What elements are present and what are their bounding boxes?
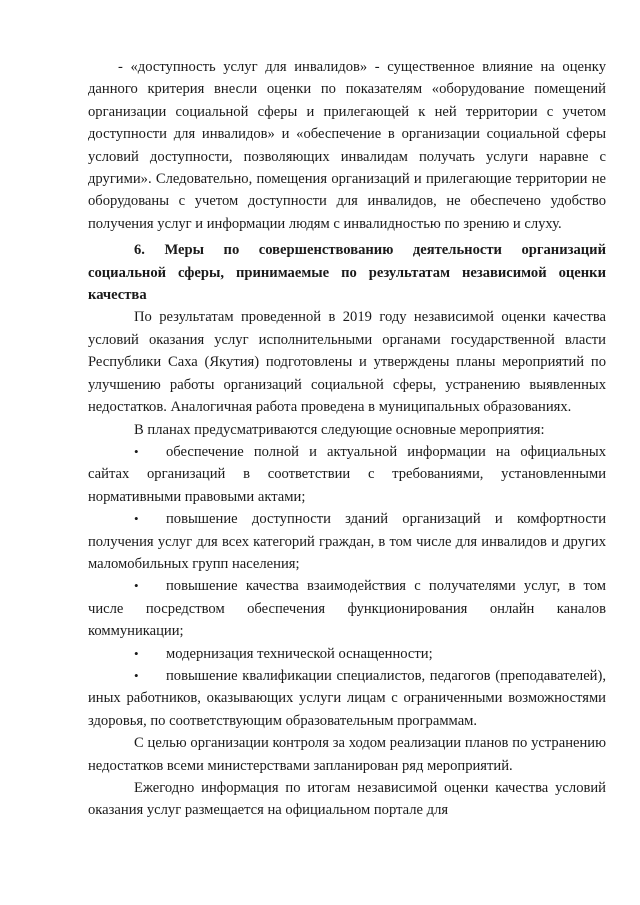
section-heading: 6. Меры по совершенствованию деятельности организаций социальной сферы, принимаемые по результатам независимой оценки качества xyxy=(88,242,606,304)
bullet-icon: • xyxy=(134,645,139,661)
list-item xyxy=(88,508,606,575)
list-item xyxy=(88,441,606,508)
bullet-icon: • xyxy=(134,443,139,459)
list-item-text: обеспечение полной и актуальной информации на официальных сайтах организаций в соответствии с требованиями, установленными нормативными правовыми актами; xyxy=(88,443,606,505)
paragraph-results: По результатам проведенной в 2019 году независимой оценки качества условий оказания услуг исполнительными органами государственной власти Республики Саха (Якутия) подготовлены и утверждены планы мероприятий по улучшению работы организаций социальной сферы, устранению выявленных недостатков. Аналогичная работа проведена в муниципальных образованиях. xyxy=(88,309,606,416)
list-item xyxy=(88,575,606,642)
list-item-text: повышение качества взаимодействия с получателями услуг, в том числе посредством обеспечения функционирования онлайн каналов коммуникации; xyxy=(88,578,606,640)
list-item xyxy=(88,643,606,665)
list-item-text: модернизация технической оснащенности; xyxy=(166,645,433,662)
paragraph-plans-intro: В планах предусматриваются следующие основные мероприятия: xyxy=(134,421,545,438)
bullet-icon: • xyxy=(134,667,139,683)
list-item-text: повышение доступности зданий организаций и комфортности получения услуг для всех категорий граждан, в том числе для инвалидов и других маломобильных групп населения; xyxy=(88,511,606,572)
bullet-icon: • xyxy=(134,511,139,527)
measures-list xyxy=(88,441,606,732)
bullet-icon: • xyxy=(134,578,139,594)
paragraph-annual-info: Ежегодно информация по итогам независимой оценки качества условий оказания услуг размещается на официальном портале для xyxy=(88,780,606,819)
list-item xyxy=(88,665,606,732)
list-item-text: повышение квалификации специалистов, педагогов (преподавателей), иных работников, оказывающих услуги лицам с ограниченными возможностями здоровья, по соответствующим образовательным программам. xyxy=(88,667,606,729)
paragraph-control: С целью организации контроля за ходом реализации планов по устранению недостатков всеми министерствами запланирован ряд мероприятий. xyxy=(88,735,606,774)
paragraph-accessibility: - «доступность услуг для инвалидов» - существенное влияние на оценку данного критерия внесли оценки по показателям «оборудование помещений организации социальной сферы и прилегающей к ней территории с учетом доступности для инвалидов» и «обеспечение в организации социальной сферы условий доступности, позволяющих инвалидам получать услуги наравне с другими». Следовательно, помещения организаций и прилегающие территории не оборудованы с учетом доступности для инвалидов, не обеспечено удобство получения услуг и информации людям с инвалидностью по зрению и слуху. xyxy=(88,59,606,232)
document-page xyxy=(88,56,606,822)
